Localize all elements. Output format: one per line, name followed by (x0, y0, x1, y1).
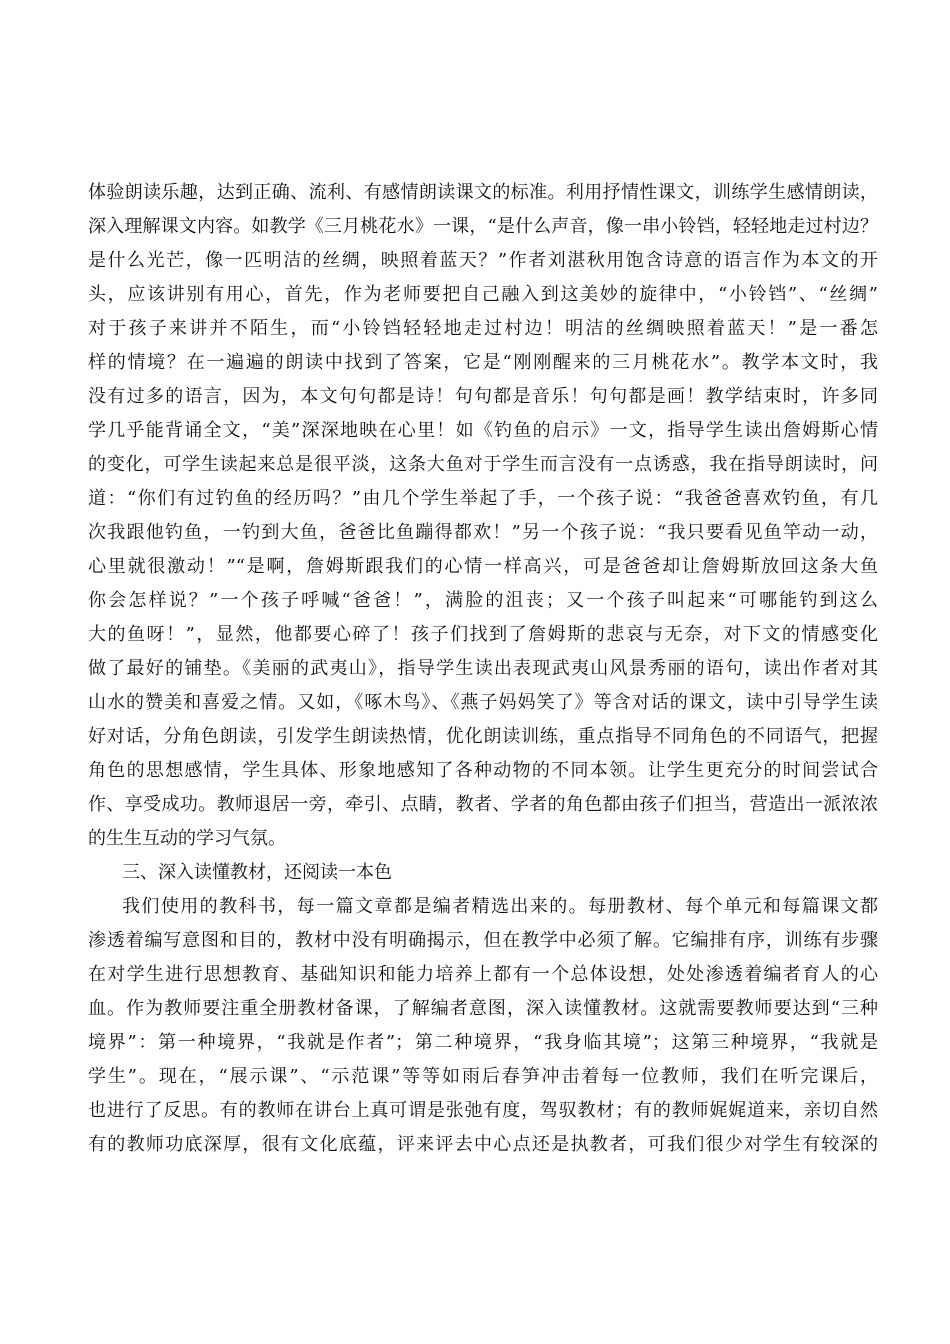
text-line: 的变化，可学生读起来总是很平淡，这条大鱼对于学生而言没有一点诱惑，我在指导朗读时，问 (88, 454, 878, 475)
text-line: 在对学生进行思想教育、基础知识和能力培养上都有一个总体设想，处处渗透着编者育人的心 (88, 964, 878, 985)
text-line: 作、享受成功。教师退居一旁，牵引、点睛，教者、学者的角色都由孩子们担当，营造出一派浓浓 (88, 794, 878, 815)
text-line: 好对话，分角色朗读，引发学生朗读热情，优化朗读训练，重点指导不同角色的不同语气，把握 (88, 726, 878, 747)
text-line: 我们使用的教科书，每一篇文章都是编者精选出来的。每册教材、每个单元和每篇课文都 (122, 896, 878, 917)
text-line: 学生”。现在，“展示课”、“示范课”等等如雨后春笋冲击着每一位教师，我们在听完课后， (88, 1066, 878, 1087)
text-line: 渗透着编写意图和目的，教材中没有明确揭示，但在教学中必须了解。它编排有序，训练有步骤 (88, 930, 878, 951)
text-line: 血。作为教师要注重全册教材备课，了解编者意图，深入读懂教材。这就需要教师要达到“三种 (88, 998, 878, 1019)
text-line: 的生生互动的学习气氛。 (88, 828, 286, 849)
text-line: 头，应该讲别有用心，首先，作为老师要把自己融入到这美妙的旋律中，“小铃铛”、“丝绸” (88, 284, 878, 305)
text-line: 体验朗读乐趣，达到正确、流利、有感情朗读课文的标准。利用抒情性课文，训练学生感情朗读， (88, 182, 878, 203)
text-line: 你会怎样说？”一个孩子呼喊“爸爸！”，满脸的沮丧；又一个孩子叫起来“可哪能钓到这么 (88, 590, 878, 611)
text-line: 道：“你们有过钓鱼的经历吗？”由几个学生举起了手，一个孩子说：“我爸爸喜欢钓鱼，有几 (88, 488, 878, 509)
text-line: 学几乎能背诵全文，“美”深深地映在心里！如《钓鱼的启示》一文，指导学生读出詹姆斯心情 (88, 420, 878, 441)
section-heading: 三、深入读懂教材，还阅读一本色 (122, 862, 392, 883)
text-line: 样的情境？在一遍遍的朗读中找到了答案，它是“刚刚醒来的三月桃花水”。教学本文时，我 (88, 352, 878, 373)
text-line: 做了最好的铺垫。《美丽的武夷山》，指导学生读出表现武夷山风景秀丽的语句，读出作者对其 (88, 658, 878, 679)
text-line: 是什么光芒，像一匹明洁的丝绸，映照着蓝天？”作者刘湛秋用饱含诗意的语言作为本文的开 (88, 250, 878, 271)
text-line: 深入理解课文内容。如教学《三月桃花水》一课，“是什么声音，像一串小铃铛，轻轻地走过村边？ (88, 216, 878, 237)
text-line: 角色的思想感情，学生具体、形象地感知了各种动物的不同本领。让学生更充分的时间尝试合 (88, 760, 878, 781)
text-line: 对于孩子来讲并不陌生，而“小铃铛轻轻地走过村边！明洁的丝绸映照着蓝天！”是一番怎 (88, 318, 878, 339)
text-line: 没有过多的语言，因为，本文句句都是诗！句句都是音乐！句句都是画！教学结束时，许多同 (88, 386, 878, 407)
text-line: 境界”：第一种境界，“我就是作者”；第二种境界，“我身临其境”；这第三种境界，“我就是 (88, 1032, 878, 1053)
text-line: 山水的赞美和喜爱之情。又如，《啄木鸟》、《燕子妈妈笑了》等含对话的课文，读中引导学生读 (88, 692, 878, 713)
text-line: 次我跟他钓鱼，一钓到大鱼，爸爸比鱼蹦得都欢！”另一个孩子说：“我只要看见鱼竿动一动， (88, 522, 878, 543)
text-line: 心里就很激动！”“是啊，詹姆斯跟我们的心情一样高兴，可是爸爸却让詹姆斯放回这条大鱼 (88, 556, 878, 577)
text-line: 有的教师功底深厚，很有文化底蕴，评来评去中心点还是执教者，可我们很少对学生有较深的 (88, 1134, 878, 1155)
text-line: 也进行了反思。有的教师在讲台上真可谓是张弛有度，驾驭教材；有的教师娓娓道来，亲切自然 (88, 1100, 878, 1121)
text-line: 大的鱼呀！”，显然，他都要心碎了！孩子们找到了詹姆斯的悲哀与无奈，对下文的情感变化 (88, 624, 878, 645)
